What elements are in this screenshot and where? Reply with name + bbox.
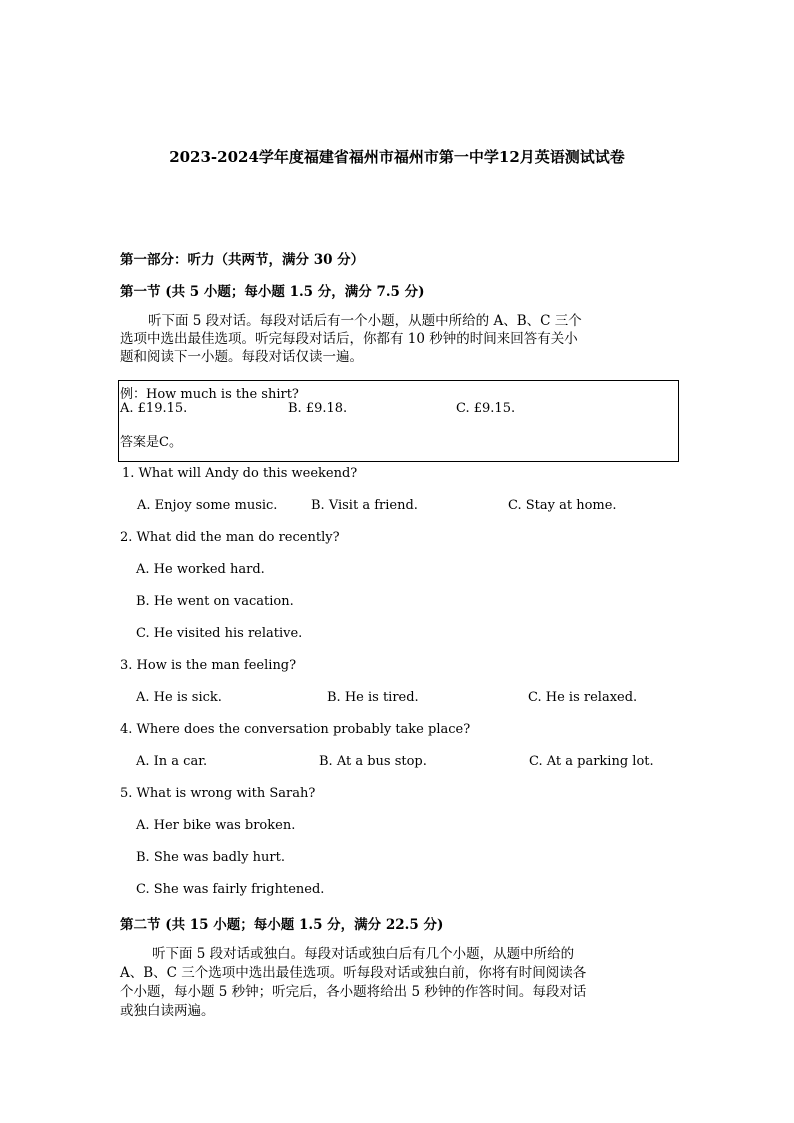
- example-option-b: B. £9.18.: [288, 401, 348, 416]
- section1-instruction-line: 选项中选出最佳选项。听完每段对话后，你都有 10 秒钟的时间来回答有关小: [120, 331, 578, 347]
- question-3-option-b: B. He is tired.: [327, 690, 419, 705]
- question-5: 5. What is wrong with Sarah?: [120, 786, 316, 801]
- question-1-option-a: A. Enjoy some music.: [137, 498, 278, 513]
- section2-heading: 第二节 (共 15 小题；每小题 1.5 分，满分 22.5 分): [120, 917, 444, 933]
- question-2-option-a: A. He worked hard.: [136, 562, 265, 577]
- section2-instruction-line: A、B、C 三个选项中选出最佳选项。听每段对话或独白前，你将有时间阅读各: [120, 965, 587, 981]
- example-answer: 答案是C。: [120, 435, 182, 450]
- question-3: 3. How is the man feeling?: [120, 658, 297, 673]
- part1-heading: 第一部分：听力（共两节，满分 30 分）: [120, 252, 365, 268]
- question-1: 1. What will Andy do this weekend?: [122, 466, 358, 481]
- page-title: 2023-2024学年度福建省福州市福州市第一中学12月英语测试试卷: [169, 148, 625, 166]
- question-5-option-a: A. Her bike was broken.: [136, 818, 296, 833]
- question-4-option-c: C. At a parking lot.: [529, 754, 654, 769]
- question-3-option-c: C. He is relaxed.: [528, 690, 638, 705]
- question-5-option-c: C. She was fairly frightened.: [136, 882, 325, 897]
- section2-instruction-line: 个小题，每小题 5 秒钟；听完后，各小题将给出 5 秒钟的作答时间。每段对话: [120, 984, 587, 1000]
- question-2-option-c: C. He visited his relative.: [136, 626, 303, 641]
- example-option-a: A. £19.15.: [120, 401, 188, 416]
- question-2-option-b: B. He went on vacation.: [136, 594, 294, 609]
- example-option-c: C. £9.15.: [456, 401, 516, 416]
- example-question: 例：How much is the shirt?: [120, 387, 299, 402]
- section1-heading: 第一节 (共 5 小题；每小题 1.5 分，满分 7.5 分): [120, 284, 425, 300]
- question-1-option-c: C. Stay at home.: [508, 498, 617, 513]
- question-2: 2. What did the man do recently?: [120, 530, 340, 545]
- question-5-option-b: B. She was badly hurt.: [136, 850, 285, 865]
- section1-instruction-line: 听下面 5 段对话。每段对话后有一个小题，从题中所给的 A、B、C 三个: [148, 313, 582, 329]
- question-1-option-b: B. Visit a friend.: [311, 498, 418, 513]
- section1-instruction-line: 题和阅读下一小题。每段对话仅读一遍。: [120, 349, 363, 365]
- question-3-option-a: A. He is sick.: [136, 690, 222, 705]
- question-4: 4. Where does the conversation probably take place?: [120, 722, 471, 737]
- section2-instruction-line: 听下面 5 段对话或独白。每段对话或独白后有几个小题，从题中所给的: [152, 946, 575, 962]
- section2-instruction-line: 或独白读两遍。: [120, 1003, 215, 1019]
- question-4-option-a: A. In a car.: [136, 754, 208, 769]
- question-4-option-b: B. At a bus stop.: [319, 754, 427, 769]
